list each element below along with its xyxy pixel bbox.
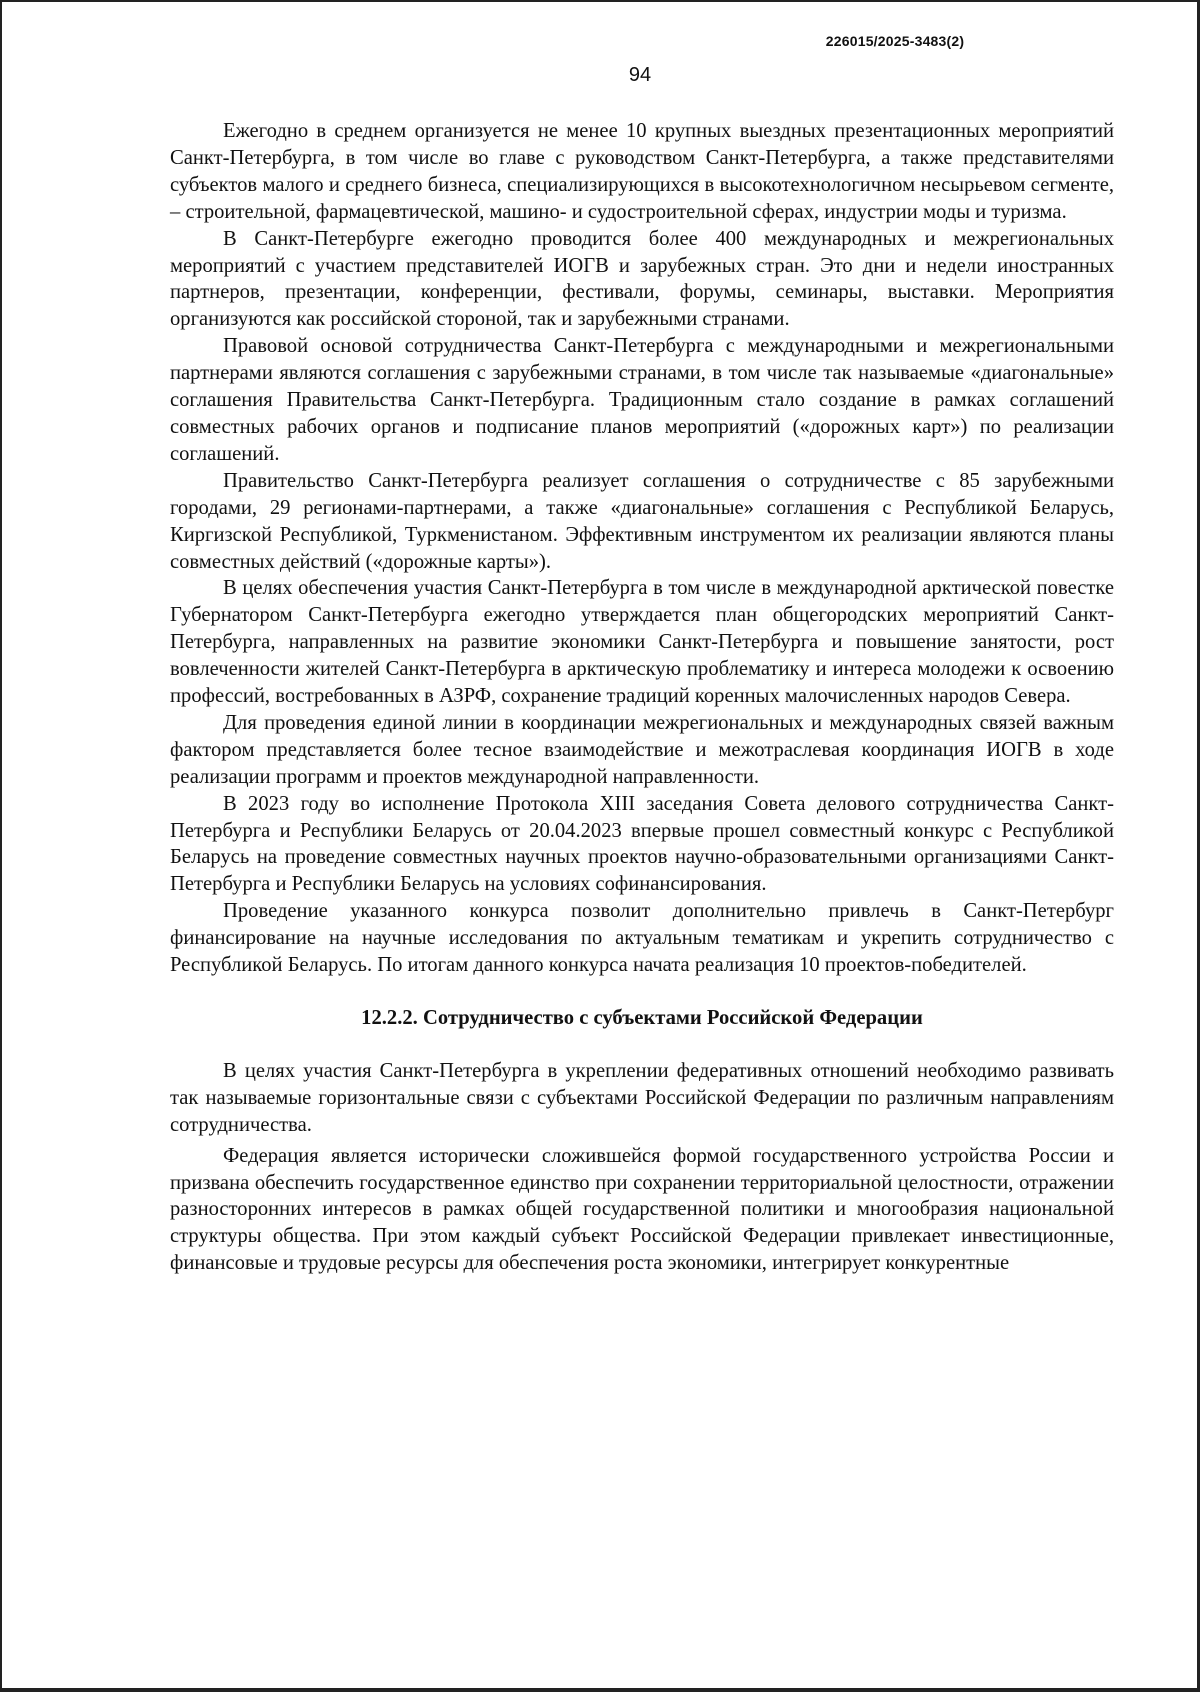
paragraph-arctic-agenda: В целях обеспечения участия Санкт-Петербурга в том числе в международной арктической повестке Губернатором Санкт-Петербурга ежегодно утверждается план общегородских мероприятий Санкт-Петербурга, направленных на развитие экономики Санкт-Петербурга и повышение занятости, рост вовлеченности жителей Санкт-Петербурга в арктическую проблематику и интереса молодежи к освоению профессий, востребованных в АЗРФ, сохранение традиций коренных малочисленных народов Севера. (170, 577, 1114, 708)
spacer (170, 1032, 1114, 1058)
paragraph-contest-results: Проведение указанного конкурса позволит дополнительно привлечь в Санкт-Петербург финансирование на научные исследования по актуальным тематикам и укрепить сотрудничество с Республикой Беларусь. По итогам данного конкурса начата реализация 10 проектов-победителей. (170, 900, 1114, 977)
paragraph-presentations: Ежегодно в среднем организуется не менее 10 крупных выездных презентационных мероприятий Санкт-Петербурга, в том числе во главе с руководством Санкт-Петербурга, а также представителями субъектов малого и среднего бизнеса, специализирующихся в высокотехнологичном несырьевом сегменте, – строительной, фармацевтической, машино- и судостроительной сферах, индустрии моды и туризма. (170, 120, 1114, 223)
page-number: 94 (628, 64, 652, 86)
paragraph-agreements: Правительство Санкт-Петербурга реализует соглашения о сотрудничестве с 85 зарубежными городами, 29 регионами-партнерами, а также «диагональные» соглашения с Республикой Беларусь, Киргизской Республикой, Туркменистаном. Эффективным инструментом их реализации являются планы совместных действий («дорожные карты»). (170, 469, 1114, 573)
paragraph-coordination: Для проведения единой линии в координации межрегиональных и международных связей важным фактором представляется более тесное взаимодействие и межотраслевая координация ИОГВ в ходе реализации программ и проектов международной направленности. (170, 711, 1114, 788)
document-body (170, 118, 1114, 1277)
document-registration-number: 226015/2025-3483(2) (825, 33, 965, 49)
scan-border-bottom (0, 1688, 1200, 1692)
paragraph-international-events: В Санкт-Петербурге ежегодно проводится более 400 международных и межрегиональных мероприятий с участием представителей ИОГВ и зарубежных стран. Это дни и недели иностранных партнеров, презентации, конференции, фестивали, форумы, семинары, выставки. Мероприятия организуются как российской стороной, так и зарубежными странами. (170, 227, 1114, 331)
scan-border-left (0, 0, 2, 1692)
paragraph-belarus-contest: В 2023 году во исполнение Протокола XIII заседания Совета делового сотрудничества Санкт-Петербурга и Республики Беларусь от 20.04.2023 впервые прошел совместный конкурс с Республикой Беларусь на проведение совместных научных проектов научно-образовательными организациями Санкт-Петербурга и Республики Беларусь на условиях софинансирования. (170, 792, 1114, 896)
paragraph-horizontal-links: В целях участия Санкт-Петербурга в укреплении федеративных отношений необходимо развивать так называемые горизонтальные связи с субъектами Российской Федерации по различным направлениям сотрудничества. (170, 1059, 1114, 1136)
spacer (170, 979, 1114, 1005)
section-heading: 12.2.2. Сотрудничество с субъектами Российской Федерации (361, 1007, 923, 1029)
scan-border-top (0, 0, 1200, 2)
paragraph-federation: Федерация является исторически сложившейся формой государственного устройства России и призвана обеспечить государственное единство при сохранении территориальной целостности, отражении разносторонних интересов в рамках общей государственной политики и многообразия национальной структуры общества. При этом каждый субъект Российской Федерации привлекает инвестиционные, финансовые и трудовые ресурсы для обеспечения роста экономики, интегрирует конкурентные (170, 1144, 1114, 1275)
paragraph-legal-basis: Правовой основой сотрудничества Санкт-Петербурга с международными и межрегиональными партнерами являются соглашения с зарубежными странами, в том числе так называемые «диагональные» соглашения Правительства Санкт-Петербурга. Традиционным стало создание в рамках соглашений совместных рабочих органов и подписание планов мероприятий («дорожных карт») по реализации соглашений. (170, 335, 1114, 465)
